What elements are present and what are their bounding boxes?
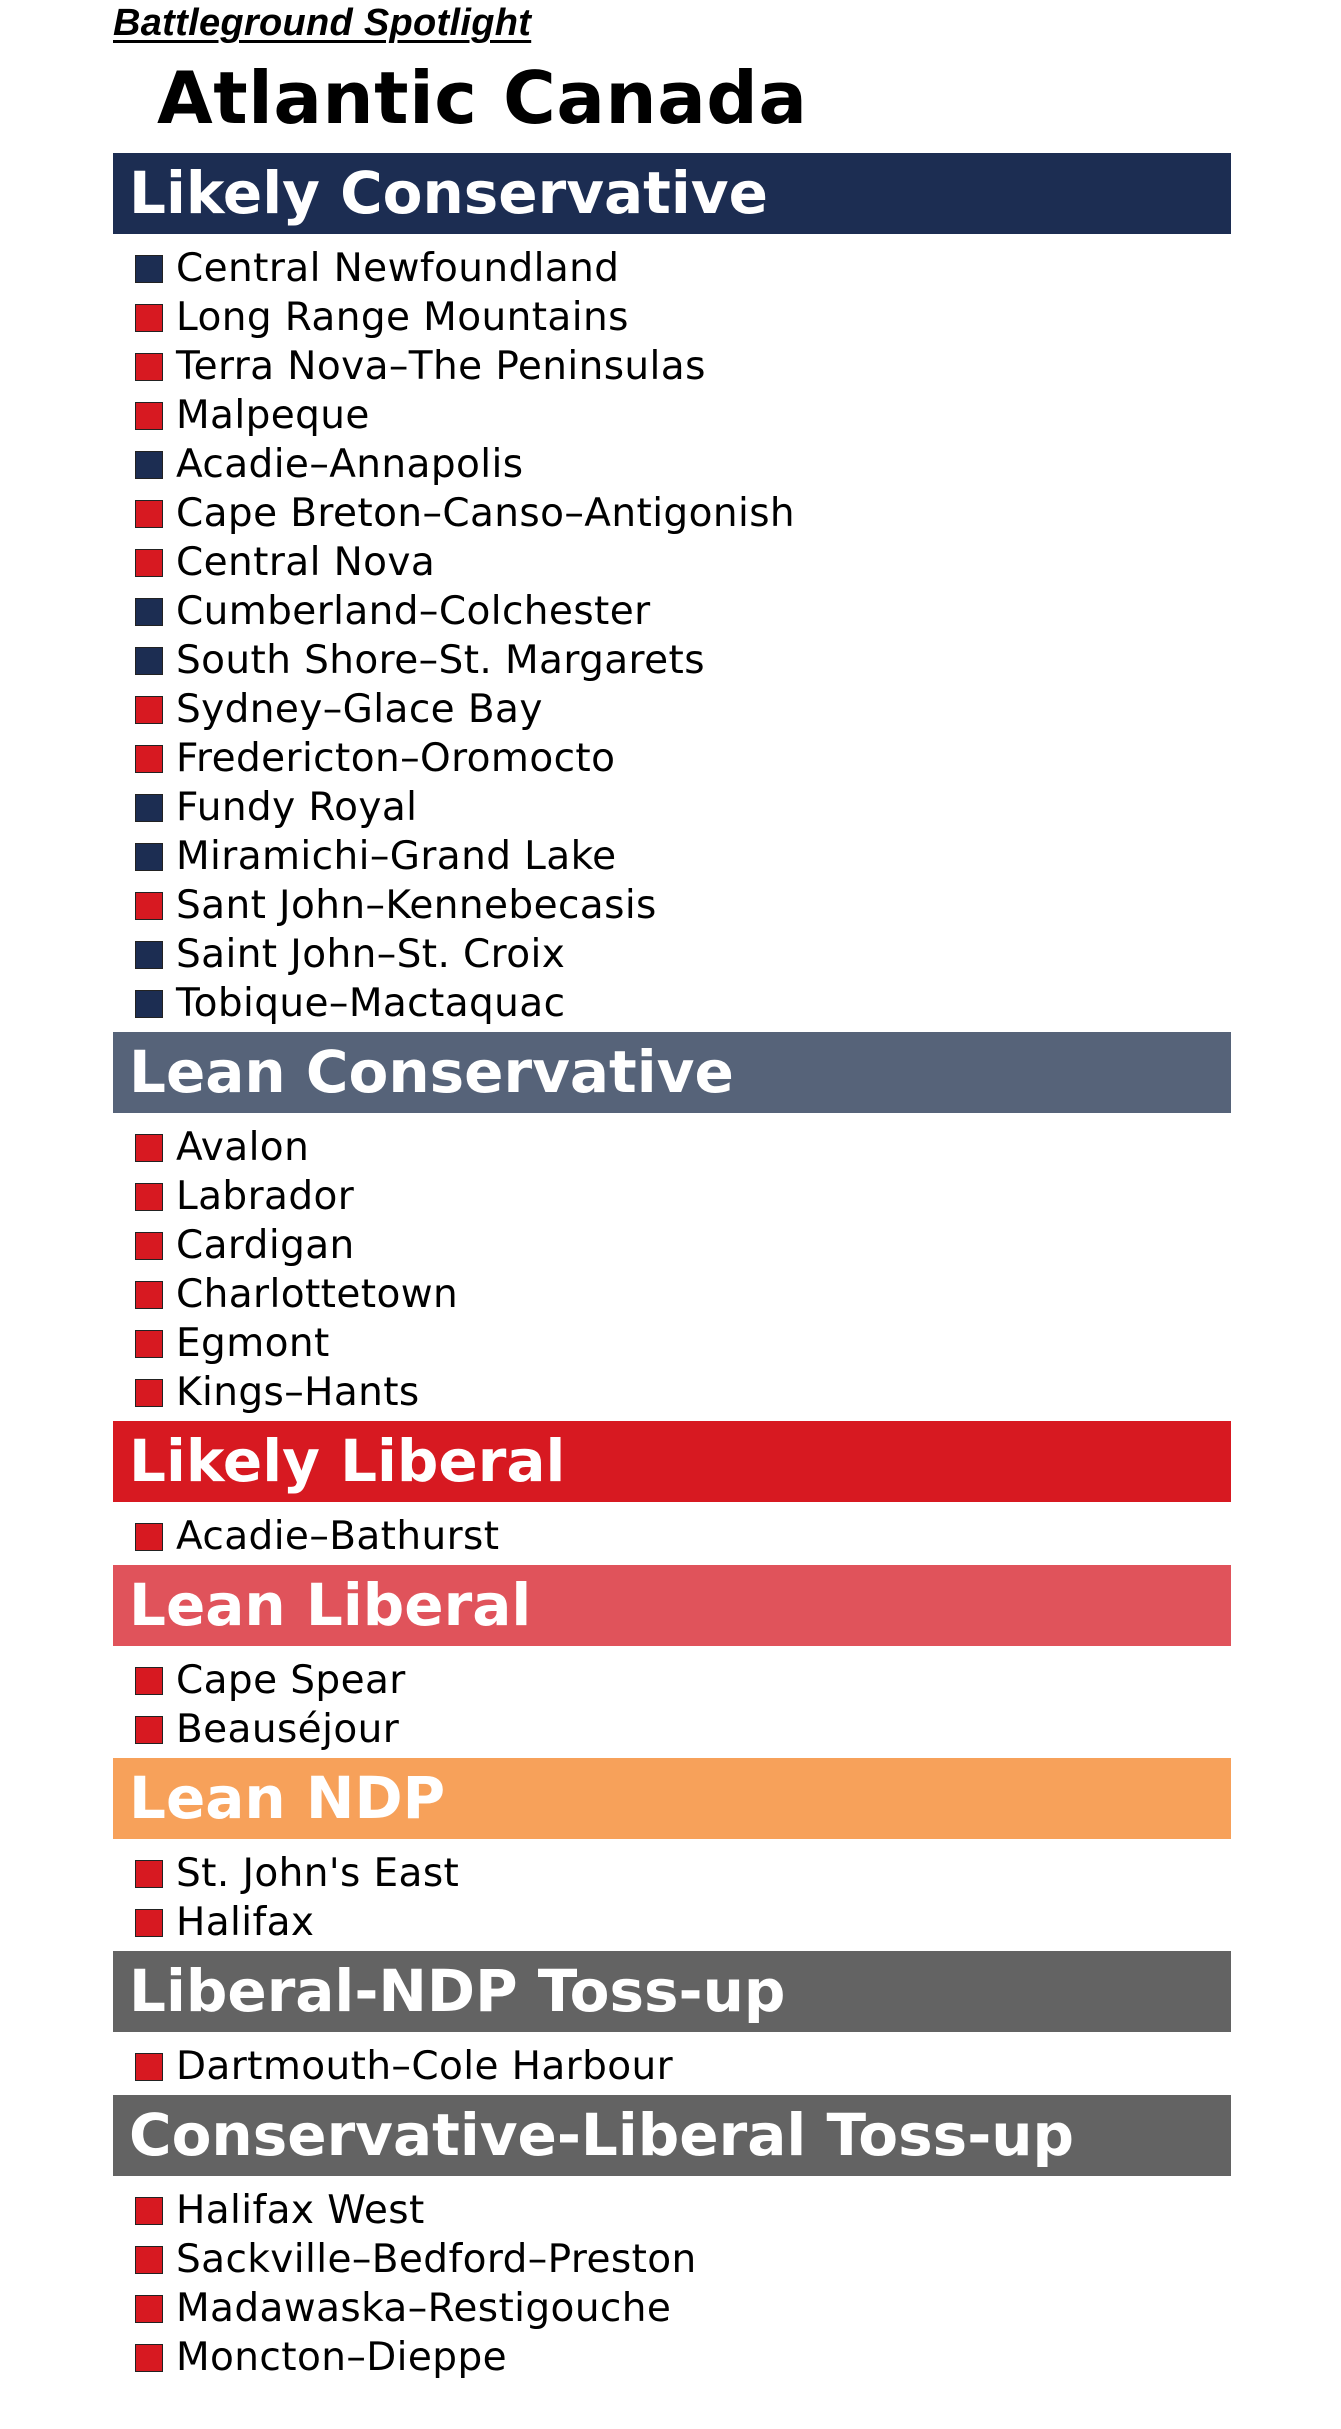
riding-name: Sydney–Glace Bay [176, 687, 543, 732]
party-swatch-liberal [135, 892, 163, 920]
riding-name: Fundy Royal [176, 785, 418, 830]
list-item [113, 1512, 1231, 1561]
party-swatch-conservative [135, 990, 163, 1018]
section-lean-ndp [113, 1758, 1231, 1951]
party-swatch-liberal [135, 1379, 163, 1407]
party-swatch-conservative [135, 598, 163, 626]
riding-name: Kings–Hants [176, 1370, 420, 1415]
riding-name: Miramichi–Grand Lake [176, 834, 617, 879]
section-header: Likely Conservative [113, 153, 1231, 234]
list-item [113, 489, 1231, 538]
list-item [113, 538, 1231, 587]
riding-list [113, 2032, 1231, 2095]
list-item [113, 2235, 1231, 2284]
party-swatch-liberal [135, 1134, 163, 1162]
list-item [113, 783, 1231, 832]
riding-name: Saint John–St. Croix [176, 932, 566, 977]
riding-list [113, 1839, 1231, 1951]
party-swatch-liberal [135, 304, 163, 332]
list-item [113, 1270, 1231, 1319]
list-item [113, 2333, 1231, 2382]
riding-name: Long Range Mountains [176, 295, 629, 340]
party-swatch-liberal [135, 549, 163, 577]
party-swatch-liberal [135, 353, 163, 381]
riding-name: Terra Nova–The Peninsulas [176, 344, 706, 389]
section-header: Likely Liberal [113, 1421, 1231, 1502]
party-swatch-conservative [135, 647, 163, 675]
riding-name: Sant John–Kennebecasis [176, 883, 657, 928]
list-item [113, 391, 1231, 440]
list-item [113, 1221, 1231, 1270]
party-swatch-liberal [135, 1523, 163, 1551]
riding-name: Charlottetown [176, 1272, 459, 1317]
list-item [113, 1319, 1231, 1368]
page-title: Atlantic Canada [157, 56, 808, 140]
list-item [113, 293, 1231, 342]
riding-name: Avalon [176, 1125, 310, 1170]
riding-name: Egmont [176, 1321, 330, 1366]
party-swatch-conservative [135, 794, 163, 822]
section-header: Liberal-NDP Toss-up [113, 1951, 1231, 2032]
list-item [113, 1898, 1231, 1947]
party-swatch-conservative [135, 451, 163, 479]
party-swatch-liberal [135, 1860, 163, 1888]
riding-name: Sackville–Bedford–Preston [176, 2237, 697, 2282]
riding-name: Cardigan [176, 1223, 355, 1268]
list-item [113, 832, 1231, 881]
party-swatch-conservative [135, 255, 163, 283]
riding-name: Halifax West [176, 2188, 425, 2233]
section-header: Lean Liberal [113, 1565, 1231, 1646]
section-header: Conservative-Liberal Toss-up [113, 2095, 1231, 2176]
party-swatch-conservative [135, 843, 163, 871]
riding-name: Acadie–Bathurst [176, 1514, 500, 1559]
party-swatch-conservative [135, 941, 163, 969]
list-item [113, 1368, 1231, 1417]
list-item [113, 1705, 1231, 1754]
list-item [113, 979, 1231, 1028]
riding-name: Cape Spear [176, 1658, 406, 1703]
list-item [113, 685, 1231, 734]
party-swatch-liberal [135, 1232, 163, 1260]
riding-name: St. John's East [176, 1851, 460, 1896]
party-swatch-liberal [135, 2197, 163, 2225]
list-item [113, 2042, 1231, 2091]
riding-name: Central Nova [176, 540, 436, 585]
list-item [113, 1172, 1231, 1221]
riding-name: Tobique–Mactaquac [176, 981, 566, 1026]
party-swatch-liberal [135, 1909, 163, 1937]
riding-name: Labrador [176, 1174, 355, 1219]
section-header: Lean NDP [113, 1758, 1231, 1839]
list-item [113, 342, 1231, 391]
riding-list [113, 2176, 1231, 2386]
riding-name: Moncton–Dieppe [176, 2335, 508, 2380]
riding-name: Fredericton–Oromocto [176, 736, 616, 781]
party-swatch-liberal [135, 696, 163, 724]
party-swatch-liberal [135, 745, 163, 773]
section-likely-liberal [113, 1421, 1231, 1565]
rating-sections [113, 153, 1231, 2386]
party-swatch-liberal [135, 402, 163, 430]
riding-name: Cape Breton–Canso–Antigonish [176, 491, 796, 536]
list-item [113, 1656, 1231, 1705]
riding-list [113, 1502, 1231, 1565]
party-swatch-liberal [135, 1330, 163, 1358]
riding-name: Madawaska–Restigouche [176, 2286, 672, 2331]
list-item [113, 2186, 1231, 2235]
riding-name: South Shore–St. Margarets [176, 638, 705, 683]
party-swatch-liberal [135, 500, 163, 528]
party-swatch-liberal [135, 2344, 163, 2372]
section-likely-conservative [113, 153, 1231, 1032]
list-item [113, 1849, 1231, 1898]
party-swatch-liberal [135, 1667, 163, 1695]
section-lean-conservative [113, 1032, 1231, 1421]
party-swatch-liberal [135, 2053, 163, 2081]
party-swatch-liberal [135, 1716, 163, 1744]
list-item [113, 244, 1231, 293]
section-liberal-ndp-toss-up [113, 1951, 1231, 2095]
list-item [113, 2284, 1231, 2333]
list-item [113, 636, 1231, 685]
riding-list [113, 1646, 1231, 1758]
section-lean-liberal [113, 1565, 1231, 1758]
riding-list [113, 1113, 1231, 1421]
page-kicker: Battleground Spotlight [113, 2, 532, 44]
party-swatch-liberal [135, 1183, 163, 1211]
list-item [113, 440, 1231, 489]
list-item [113, 1123, 1231, 1172]
list-item [113, 587, 1231, 636]
riding-list [113, 234, 1231, 1032]
party-swatch-liberal [135, 1281, 163, 1309]
riding-name: Halifax [176, 1900, 315, 1945]
section-conservative-liberal-toss-up [113, 2095, 1231, 2386]
riding-name: Central Newfoundland [176, 246, 620, 291]
list-item [113, 734, 1231, 783]
list-item [113, 881, 1231, 930]
riding-name: Malpeque [176, 393, 370, 438]
riding-name: Acadie–Annapolis [176, 442, 524, 487]
party-swatch-liberal [135, 2246, 163, 2274]
riding-name: Cumberland–Colchester [176, 589, 651, 634]
party-swatch-liberal [135, 2295, 163, 2323]
list-item [113, 930, 1231, 979]
riding-name: Dartmouth–Cole Harbour [176, 2044, 674, 2089]
riding-name: Beauséjour [176, 1707, 400, 1752]
section-header: Lean Conservative [113, 1032, 1231, 1113]
